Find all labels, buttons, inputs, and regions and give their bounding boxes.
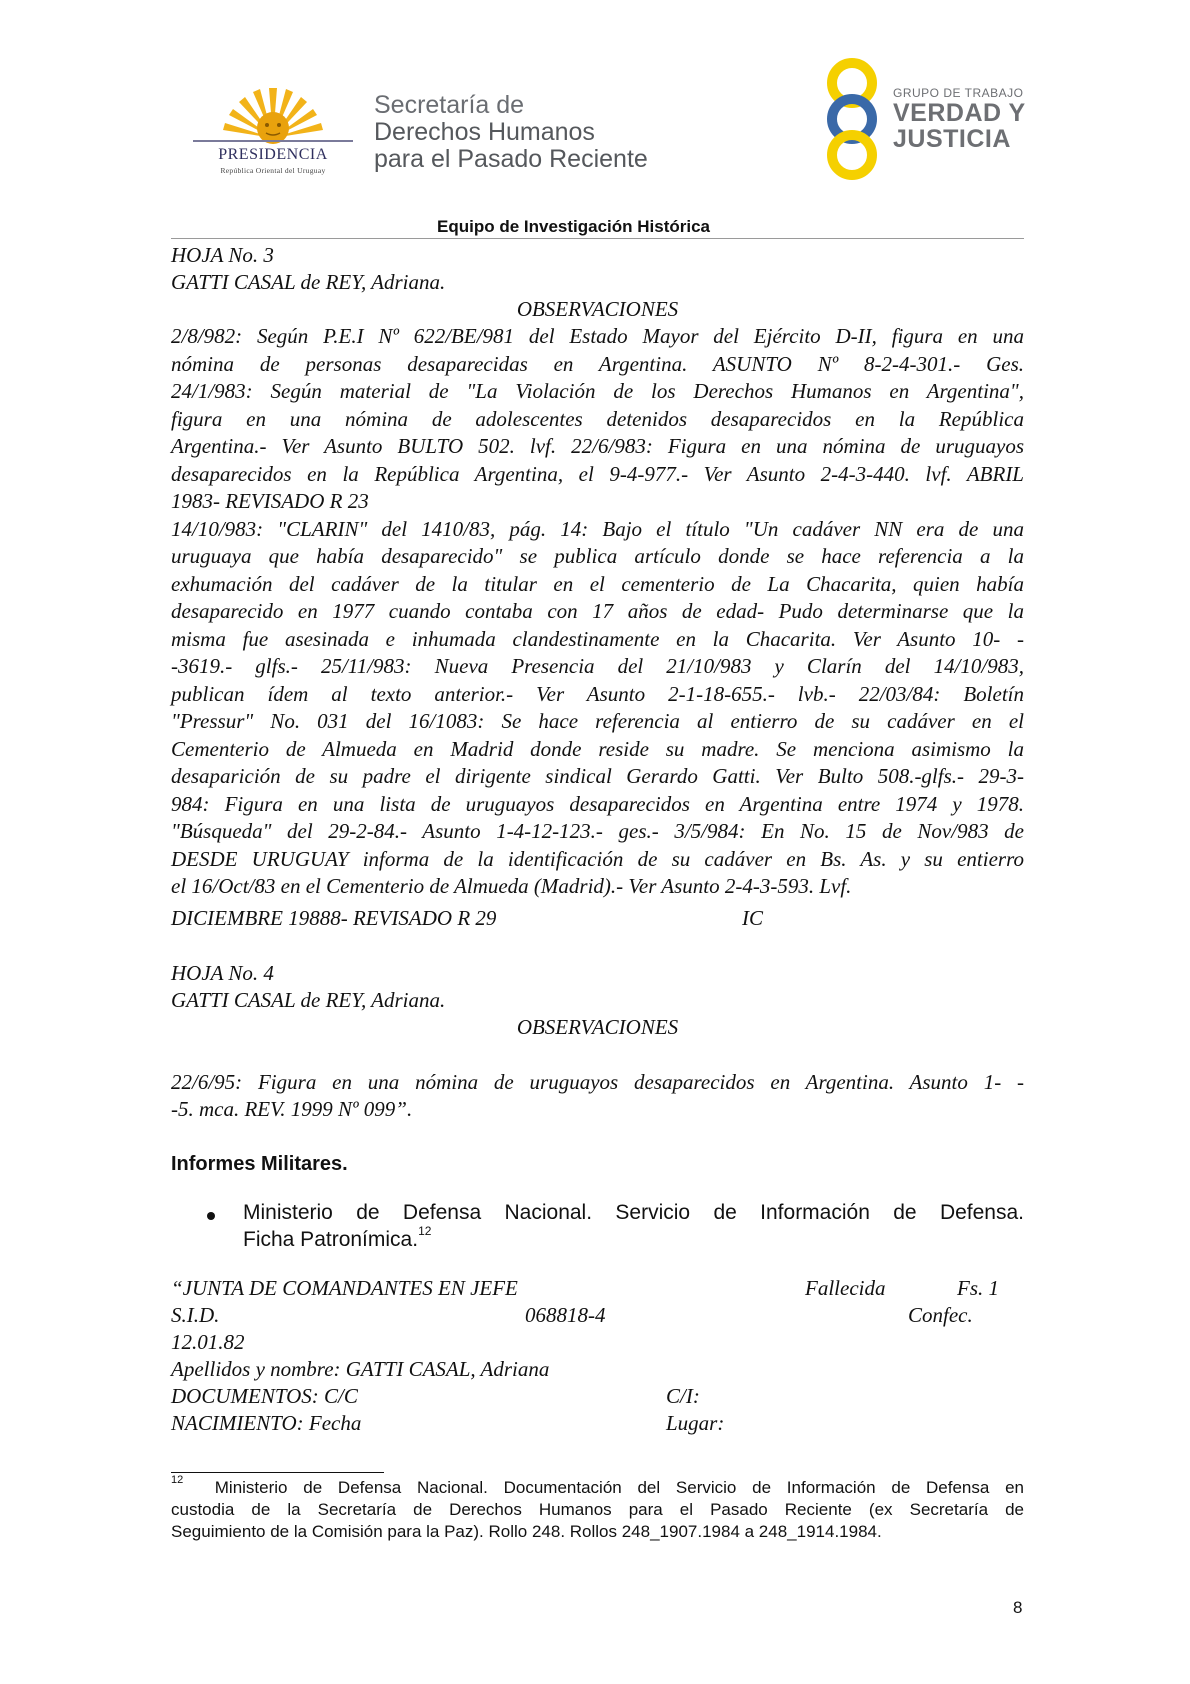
ficha-date: 12.01.82 [171, 1330, 245, 1354]
ficha-documentos: DOCUMENTOS: C/C [171, 1384, 358, 1408]
hoja3-line: "Pressur" No. 031 del 16/1083: Se hace referencia al entierro de su cadáver en el [171, 709, 1024, 733]
bullet-icon [207, 1212, 215, 1220]
verdad-justicia-logo-text [893, 86, 1026, 152]
hoja3-line: publican ídem al texto anterior.- Ver Asunto 2-1-18-655.- lvb.- 22/03/84: Boletín [171, 681, 1024, 706]
page-number: 8 [1013, 1598, 1023, 1617]
ficha-fs: Fs. 1 [957, 1276, 999, 1300]
footnote-line-3: Seguimiento de la Comisión para la Paz). Rollo 248. Rollos 248_1907.1984 a 248_1914.1984. [171, 1522, 882, 1541]
page-header [0, 0, 1190, 215]
gtvj-big-label-1: VERDAD Y [893, 99, 1026, 127]
hoja3-line: DESDE URUGUAY informa de la identificación de su cadáver en Bs. As. y su entierro [171, 846, 1024, 871]
footnote-ref[interactable]: 12 [418, 1224, 432, 1238]
hoja3-line: 1983- REVISADO R 23 [171, 489, 369, 513]
ficha-lugar: Lugar: [666, 1411, 725, 1435]
hoja3-line: exhumación del cadáver de la titular en el cementerio de La Chacarita, quien había [171, 571, 1024, 596]
hoja3-line: 14/10/983: "CLARIN" del 1410/83, pág. 14: Bajo el título "Un cadáver NN era de una [171, 516, 1024, 541]
secretaria-line-2: Derechos Humanos [374, 118, 595, 146]
hoja3-last-left: DICIEMBRE 19888- REVISADO R 29 [171, 906, 497, 930]
header-rule [171, 238, 1024, 239]
presidencia-logo [193, 80, 353, 180]
footnote-line-2: custodia de la Secretaría de Derechos Humanos para el Pasado Reciente (ex Secretaría de [171, 1500, 1024, 1519]
footnote-line-1 [171, 1474, 1024, 1498]
ficha-number: 068818-4 [525, 1303, 606, 1327]
hoja3-title: HOJA No. 3 [171, 243, 274, 267]
hoja3-line: figura en una nómina de adolescentes detenidos desaparecidos en la República [171, 406, 1024, 431]
hoja3-observaciones: OBSERVACIONES [516, 297, 679, 321]
hoja3-line: 2/8/982: Según P.E.I Nº 622/BE/981 del Estado Mayor del Ejército D-II, figura en una [171, 324, 1024, 348]
ficha-apellidos: Apellidos y nombre: GATTI CASAL, Adriana [171, 1357, 550, 1381]
bullet-line-2: Ficha Patronímica. [243, 1228, 419, 1251]
footnote-rule [171, 1472, 384, 1473]
ficha-ci: C/I: [666, 1384, 700, 1408]
hoja3-last-right: IC [742, 906, 763, 930]
hoja3-name: GATTI CASAL de REY, Adriana. [171, 270, 446, 294]
ficha-fallecida: Fallecida [805, 1276, 886, 1300]
secretaria-line-3: para el Pasado Reciente [374, 145, 648, 173]
hoja4-observaciones: OBSERVACIONES [516, 1015, 679, 1039]
sun-icon [193, 80, 353, 144]
hoja3-line: desaparecidos en la República Argentina, el 9-4-977.- Ver Asunto 2-4-3-440. lvf. ABRIL [171, 461, 1024, 486]
ficha-confec: Confec. [908, 1303, 973, 1327]
hoja3-line: 24/1/983: Según material de "La Violación de los Derechos Humanos en Argentina", [171, 379, 1024, 403]
ficha-sid: S.I.D. [171, 1303, 220, 1327]
hoja3-line: el 16/Oct/83 en el Cementerio de Almueda (Madrid).- Ver Asunto 2-4-3-593. Lvf. [171, 874, 852, 898]
hoja3-line: nómina de personas desaparecidas en Argentina. ASUNTO Nº 8-2-4-301.- Ges. [171, 351, 1024, 376]
presidencia-subtitle: República Oriental del Uruguay [220, 166, 326, 175]
hoja3-line: -3619.- glfs.- 25/11/983: Nueva Presencia del 21/10/983 y Clarín del 14/10/983, [171, 654, 1024, 678]
hoja3-line: "Búsqueda" del 29-2-84.- Asunto 1-4-12-123.- ges.- 3/5/984: En No. 15 de Nov/983 de [171, 819, 1024, 843]
secretaria-logo-text [374, 92, 648, 173]
hoja3-line: 984: Figura en una lista de uruguayos desaparecidos en Argentina entre 1974 y 1978. [171, 791, 1024, 816]
secretaria-line-1: Secretaría de [374, 91, 525, 119]
hoja4-line-1: 22/6/95: Figura en una nómina de uruguayos desaparecidos en Argentina. Asunto 1- - [171, 1070, 1024, 1094]
team-heading: Equipo de Investigación Histórica [437, 217, 710, 236]
bullet-line-2-wrap [243, 1224, 432, 1252]
hoja3-line: misma fue asesinada e inhumada clandestinamente en la Chacarita. Ver Asunto 10- - [171, 626, 1024, 651]
hoja4-title: HOJA No. 4 [171, 961, 274, 985]
hoja3-line: desaparición de su padre el dirigente sindical Gerardo Gatti. Ver Bulto 508.-glfs.- 29-3- [171, 764, 1024, 788]
hoja3-line: Argentina.- Ver Asunto BULTO 502. lvf. 22/6/983: Figura en una nómina de uruguayos [171, 434, 1024, 458]
ficha-junta: “JUNTA DE COMANDANTES EN JEFE [171, 1276, 518, 1300]
bullet-line-1: Ministerio de Defensa Nacional. Servicio de Información de Defensa. [243, 1201, 1024, 1224]
gtvj-big-label-2: JUSTICIA [893, 125, 1011, 153]
hoja3-line: Cementerio de Almueda en Madrid donde reside su madre. Se menciona asimismo la [171, 736, 1024, 761]
gtvj-small-label: GRUPO DE TRABAJO [893, 86, 1024, 100]
footnote-number: 12 [171, 1474, 184, 1486]
presidencia-name: PRESIDENCIA [218, 146, 328, 163]
hoja4-name: GATTI CASAL de REY, Adriana. [171, 988, 446, 1012]
hoja4-line-2: -5. mca. REV. 1999 Nº 099”. [171, 1097, 413, 1121]
footnote-text-1: Ministerio de Defensa Nacional. Documentación del Servicio de Información de Defensa en [214, 1478, 1024, 1497]
informes-heading: Informes Militares. [171, 1153, 348, 1175]
hoja3-line: desaparecido en 1977 cuando contaba con 17 años de edad- Pudo determinarse que la [171, 599, 1024, 623]
ficha-nacimiento: NACIMIENTO: Fecha [171, 1411, 362, 1435]
hoja3-line: uruguaya que había desaparecido" se publica artículo donde se hace referencia a la [171, 544, 1024, 568]
